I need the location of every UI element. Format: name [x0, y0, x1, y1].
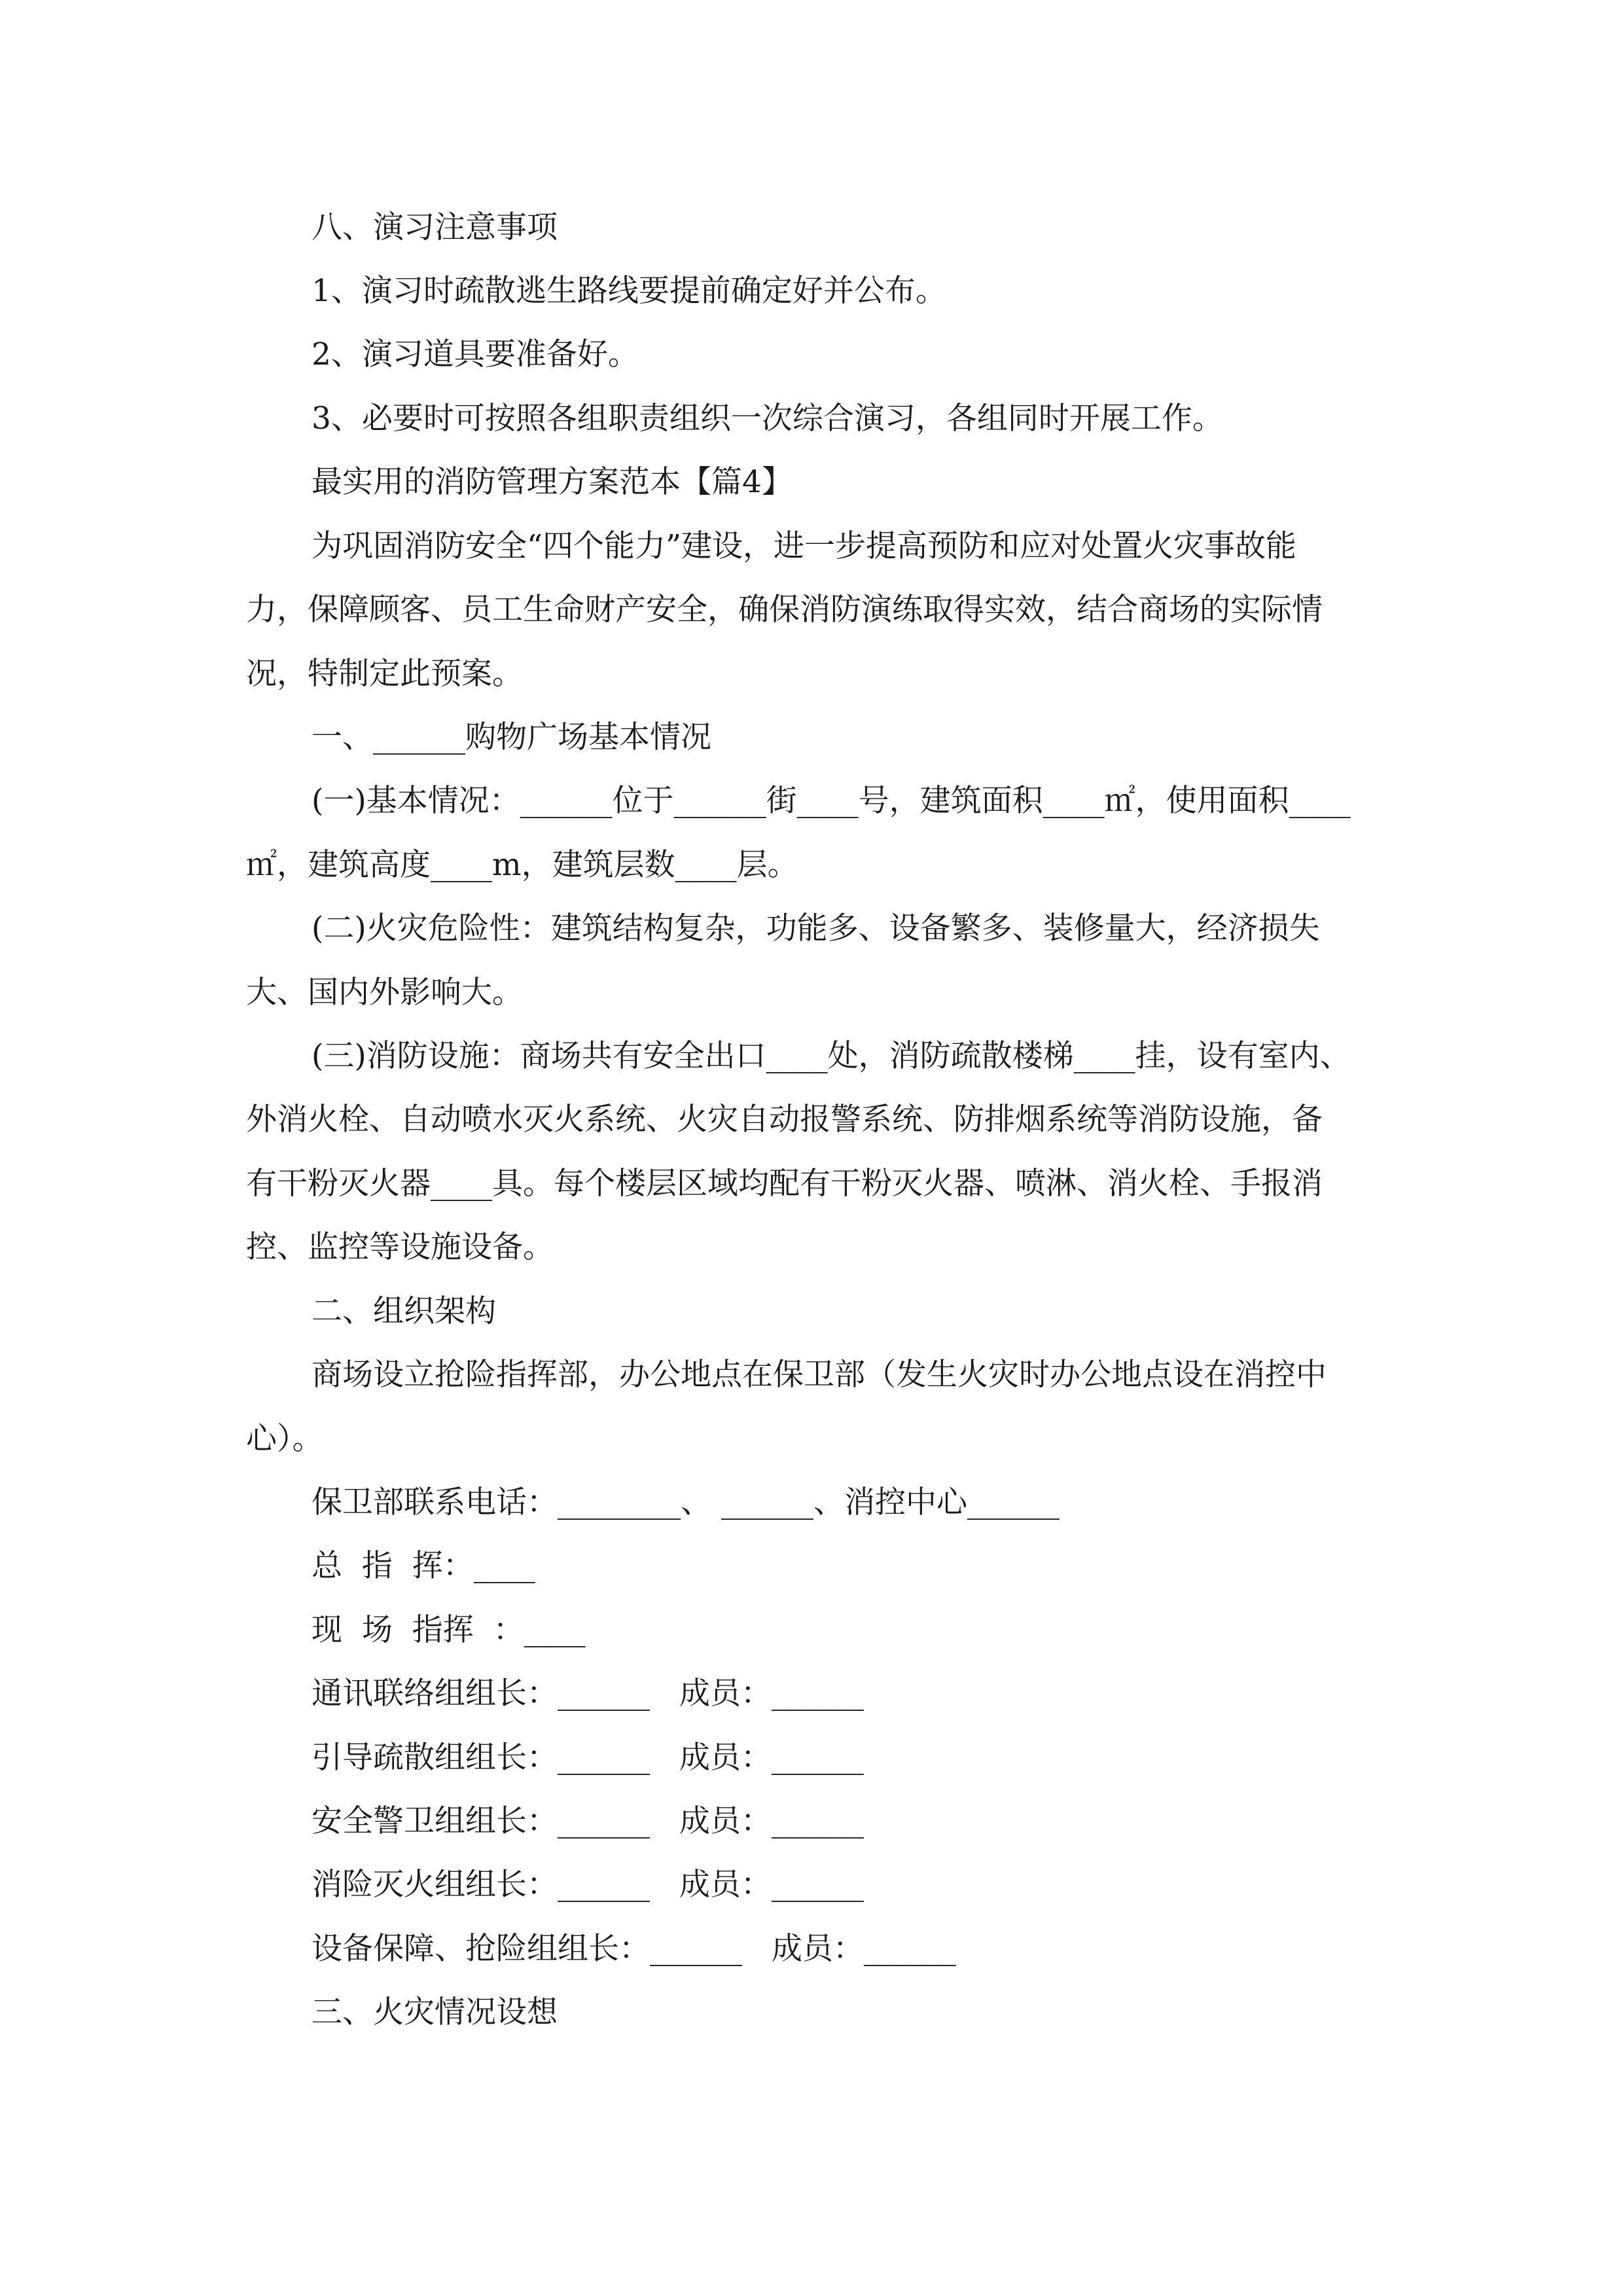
heading-organization: 二、组织架构: [312, 1293, 496, 1329]
team-line: 通讯联络组组长：______ 成员：______: [312, 1676, 864, 1712]
paragraph-line: 商场设立抢险指挥部，办公地点在保卫部（发生火灾时办公地点设在消控中: [312, 1357, 1327, 1393]
paragraph-line: (一)基本情况：______位于______街____号，建筑面积____㎡，使用面积____: [312, 783, 1351, 819]
paragraph-line: 控、监控等设施设备。: [246, 1229, 554, 1265]
team-line: 消险灭火组组长：______ 成员：______: [312, 1867, 864, 1903]
paragraph-line: 为巩固消防安全“四个能力”建设，进一步提高预防和应对处置火灾事故能: [312, 528, 1297, 564]
team-line: 设备保障、抢险组组长：______ 成员：______: [312, 1931, 956, 1967]
paragraph-line: 3、必要时可按照各组职责组织一次综合演习，各组同时开展工作。: [312, 401, 1223, 437]
paragraph-line: (二)火灾危险性：建筑结构复杂，功能多、设备繁多、装修量大，经济损失: [312, 910, 1320, 946]
heading-basic-info: 一、______购物广场基本情况: [312, 719, 711, 755]
paragraph-line: ㎡，建筑高度____m，建筑层数____层。: [246, 847, 798, 883]
heading-fire-scenario: 三、火灾情况设想: [312, 1994, 558, 2030]
site-commander-line: 现 场 指挥 ：____: [312, 1612, 586, 1648]
paragraph-line: 外消火栓、自动喷水灭火系统、火灾自动报警系统、防排烟系统等消防设施，备: [246, 1102, 1323, 1138]
heading-drill-notes: 八、演习注意事项: [312, 209, 558, 245]
team-line: 引导疏散组组长：______ 成员：______: [312, 1740, 864, 1776]
section-title-part4: 最实用的消防管理方案范本【篇4】: [312, 464, 793, 500]
paragraph-line: 2、演习道具要准备好。: [312, 336, 639, 372]
paragraph-line: 1、演习时疏散逃生路线要提前确定好并公布。: [312, 273, 946, 309]
contact-phone-line: 保卫部联系电话：________、 ______、消控中心______: [312, 1484, 1060, 1520]
team-line: 安全警卫组组长：______ 成员：______: [312, 1803, 864, 1839]
commander-line: 总 指 挥：____: [312, 1548, 535, 1584]
paragraph-line: 心）。: [246, 1421, 323, 1457]
paragraph-line: 力，保障顾客、员工生命财产安全，确保消防演练取得实效，结合商场的实际情: [246, 592, 1323, 628]
paragraph-line: 大、国内外影响大。: [246, 975, 523, 1011]
paragraph-line: (三)消防设施：商场共有安全出口____处，消防疏散楼梯____挂，设有室内、: [312, 1038, 1351, 1074]
paragraph-line: 况，特制定此预案。: [246, 656, 523, 692]
paragraph-line: 有干粉灭火器____具。每个楼层区域均配有干粉灭火器、喷淋、消火栓、手报消: [246, 1166, 1323, 1202]
